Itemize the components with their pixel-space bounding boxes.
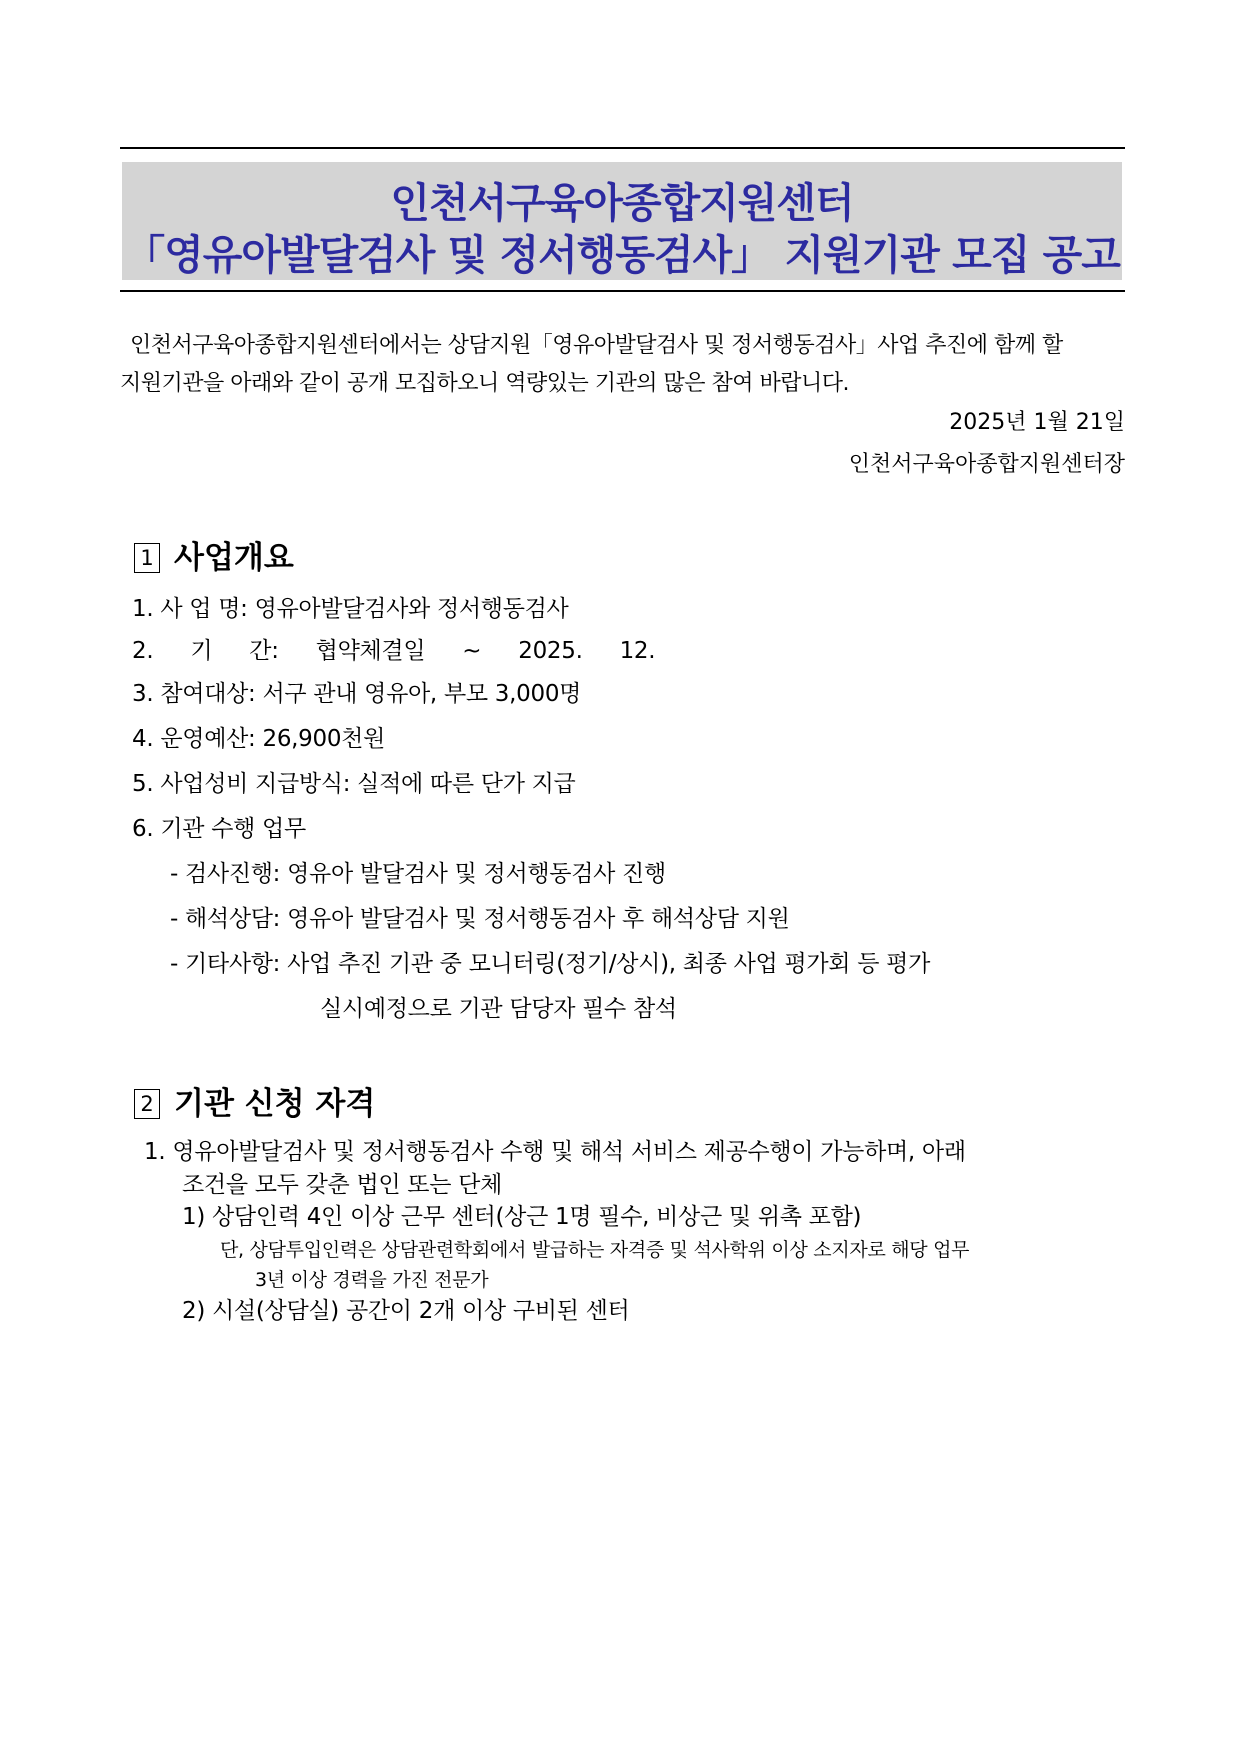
section-1-number-box: 1 <box>134 543 160 573</box>
overview-item-6: 6. 기관 수행 업무 <box>132 816 306 842</box>
title-line-2: 「영유아발달검사 및 정서행동검사」 지원기관 모집 공고 <box>124 231 1120 279</box>
section-1-title: 사업개요 <box>174 540 294 576</box>
overview-item-3: 3. 참여대상: 서구 관내 영유아, 부모 3,000명 <box>132 681 582 707</box>
title-line-1: 인천서구육아종합지원센터 <box>390 179 854 227</box>
section-2-number-box: 2 <box>134 1089 160 1119</box>
overview-item-4: 4. 운영예산: 26,900천원 <box>132 726 386 752</box>
duty-item-1: - 검사진행: 영유아 발달검사 및 정서행동검사 진행 <box>170 861 666 887</box>
overview-item-1: 1. 사 업 명: 영유아발달검사와 정서행동검사 <box>132 596 569 622</box>
duty-item-3-continued: 실시예정으로 기관 담당자 필수 참석 <box>320 996 677 1022</box>
qualification-sub-1: 1) 상담인력 4인 이상 근무 센터(상근 1명 필수, 비상근 및 위촉 포함) <box>182 1204 862 1230</box>
top-rule <box>120 147 1125 149</box>
qualification-note-line-1: 단, 상담투입인력은 상담관련학회에서 발급하는 자격증 및 석사학위 이상 소지자로 해당 업무 <box>220 1239 970 1261</box>
duty-item-3: - 기타사항: 사업 추진 기관 중 모니터링(정기/상시), 최종 사업 평가회 등 평가 <box>170 951 930 977</box>
announcement-date: 2025년 1월 21일 <box>949 410 1125 435</box>
title-box <box>122 162 1122 280</box>
intro-line-1: 인천서구육아종합지원센터에서는 상담지원「영유아발달검사 및 정서행동검사」사업 추진에 함께 할 <box>130 333 1063 358</box>
qualification-sub-2: 2) 시설(상담실) 공간이 2개 이상 구비된 센터 <box>182 1298 630 1324</box>
signer: 인천서구육아종합지원센터장 <box>848 452 1125 477</box>
section-2-title: 기관 신청 자격 <box>174 1086 376 1122</box>
intro-paragraph <box>120 327 1125 403</box>
section-1-heading <box>134 532 294 577</box>
duty-item-2: - 해석상담: 영유아 발달검사 및 정서행동검사 후 해석상담 지원 <box>170 906 790 932</box>
overview-item-5: 5. 사업성비 지급방식: 실적에 따른 단가 지급 <box>132 771 576 797</box>
intro-line-2: 지원기관을 아래와 같이 공개 모집하오니 역량있는 기관의 많은 참여 바랍니다. <box>120 371 849 396</box>
qualification-item-1-line-2: 조건을 모두 갖춘 법인 또는 단체 <box>182 1172 502 1198</box>
qualification-note-line-2: 3년 이상 경력을 가진 전문가 <box>255 1269 489 1291</box>
overview-item-2: 2. 기 간: 협약체결일 ~ 2025. 12. <box>132 638 656 664</box>
bottom-rule <box>120 290 1125 292</box>
section-2-heading <box>134 1078 375 1123</box>
qualification-item-1-line-1: 1. 영유아발달검사 및 정서행동검사 수행 및 해석 서비스 제공수행이 가능하며, 아래 <box>144 1139 966 1165</box>
